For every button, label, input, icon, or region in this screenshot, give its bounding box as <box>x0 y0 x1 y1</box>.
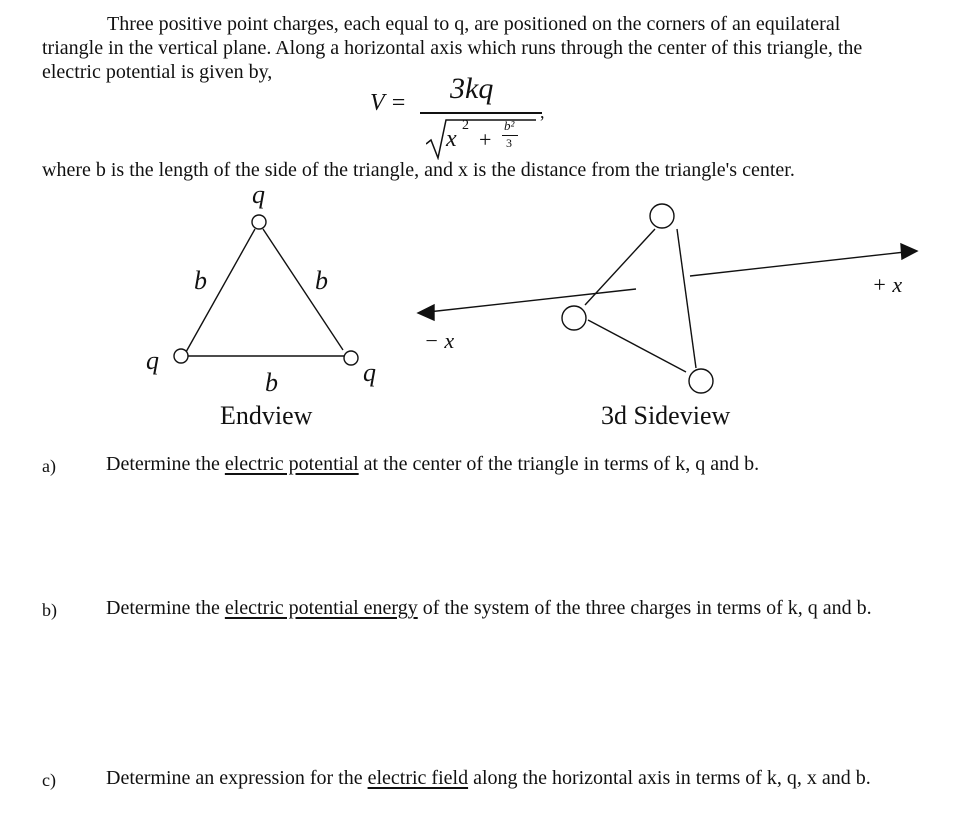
sideview-diagram <box>418 204 917 393</box>
intro-line-3: electric potential is given by, <box>42 61 273 83</box>
question-letter: c) <box>42 770 56 790</box>
axis-minus-x-label: − x <box>424 328 455 353</box>
side-charge-bottom-circle <box>689 369 713 393</box>
where-text: where b is the length of the side of the triangle, and x is the distance from the triangle's center. <box>42 159 795 181</box>
endview-b-left: b <box>194 266 207 295</box>
side-charge-top-circle <box>650 204 674 228</box>
endview-q-top: q <box>252 180 265 209</box>
question-key-term: electric field <box>367 767 469 789</box>
endview-b-bottom: b <box>265 368 278 397</box>
endview-q-right: q <box>363 358 376 387</box>
question-letter: a) <box>42 456 56 476</box>
intro-line-2: triangle in the vertical plane. Along a horizontal axis which runs through the center of this triangle, the <box>42 37 863 59</box>
question-text: Determine an expression for the electric field along the horizontal axis in terms of k, q, x and b. <box>106 767 871 789</box>
axis-negative-arrowhead <box>418 305 434 320</box>
formula-numerator: 3kq <box>450 72 494 105</box>
question-letter: b) <box>42 600 57 620</box>
question-key-term: electric potential energy <box>224 597 418 619</box>
sideview-caption: 3d Sideview <box>601 401 731 430</box>
endview-caption: Endview <box>220 401 313 430</box>
endview-side-right <box>263 229 343 350</box>
axis-positive-arrowhead <box>901 244 917 259</box>
axis-negative-line <box>428 289 636 312</box>
side-charge-left-circle <box>562 306 586 330</box>
sideview-edge-bottom <box>588 320 686 372</box>
question-text: Determine the electric potential at the center of the triangle in terms of k, q and b. <box>106 453 760 475</box>
intro-line-1: Three positive point charges, each equal to q, are positioned on the corners of an equilateral <box>107 13 841 35</box>
formula-comma: , <box>540 102 545 122</box>
endview-q-left: q <box>146 346 159 375</box>
charge-left-circle <box>174 349 188 363</box>
formula-plus: + <box>479 127 492 152</box>
sideview-edge-top-right <box>677 229 696 368</box>
formula-b-squared: b² <box>504 118 515 133</box>
formula-three: 3 <box>506 136 512 150</box>
formula-lhs: V = <box>370 90 407 116</box>
formula-x: x <box>446 126 457 152</box>
endview-b-right: b <box>315 266 328 295</box>
charge-top-circle <box>252 215 266 229</box>
question-text: Determine the electric potential energy of the system of the three charges in terms of k, q and b. <box>106 597 872 619</box>
charge-right-circle <box>344 351 358 365</box>
formula-x-exponent: 2 <box>462 118 469 133</box>
question-key-term: electric potential <box>224 453 359 475</box>
axis-plus-x-label: + x <box>872 272 903 297</box>
